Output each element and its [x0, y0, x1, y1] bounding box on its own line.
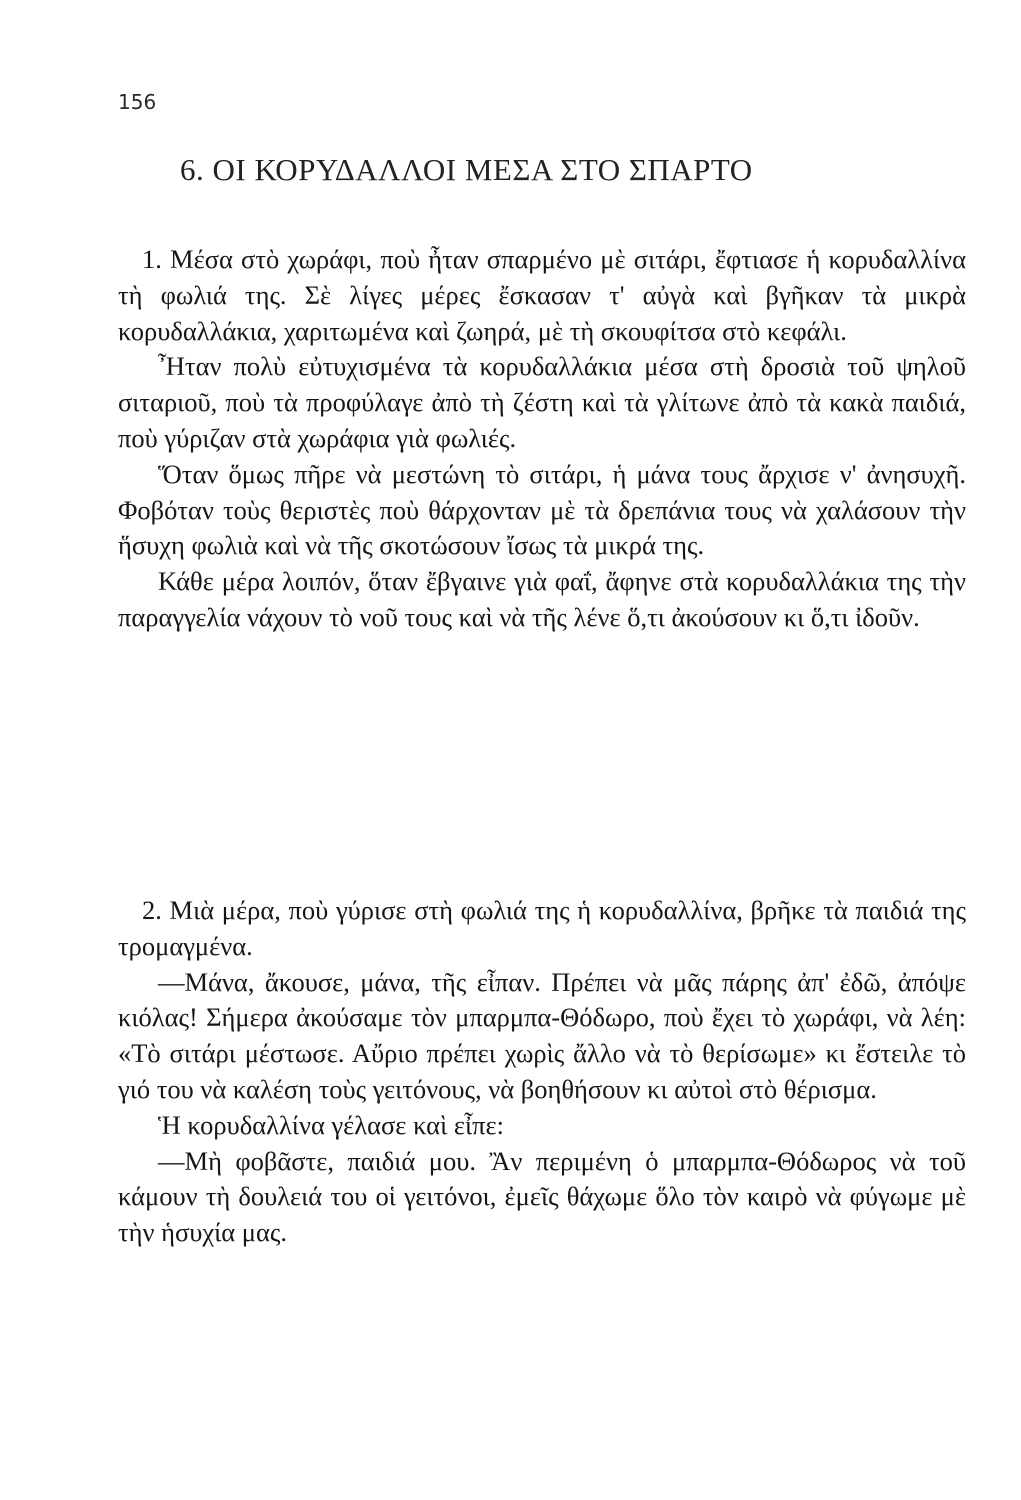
paragraph: —Μάνα, ἄκουσε, μάνα, τῆς εἶπαν. Πρέπει νὰ μᾶς πάρης ἀπ' ἐδῶ, ἀπόψε κιόλας! Σήμερα ἀκούσαμε τὸν μπαρμπα-Θόδωρο, ποὺ ἔχει τὸ χωράφι, νὰ λέη: «Τὸ σιτάρι μέστωσε. Αὔριο πρέπει χωρὶς ἄλλο νὰ τὸ θερίσωμε» κι ἔστειλε τὸ γιό του νὰ καλέση τοὺς γειτόνους, νὰ βοηθήσουν κι αὐτοὶ στὸ θέρισμα.: [118, 966, 966, 1104]
chapter-title: 6. ΟΙ ΚΟΡΥΔΑΛΛΟΙ ΜΕΣΑ ΣΤΟ ΣΠΑΡΤΟ: [180, 152, 753, 187]
paragraph: Κάθε μέρα λοιπόν, ὅταν ἔβγαινε γιὰ φαΐ, ἄφηνε στὰ κορυδαλλάκια της τὴν παραγγελία νάχουν τὸ νοῦ τους καὶ νὰ τῆς λένε ὅ,τι ἀκούσουν κι ὅ,τι ἰδοῦν.: [118, 566, 966, 632]
paragraph: Ἡ κορυδαλλίνα γέλασε καὶ εἶπε:: [158, 1109, 504, 1140]
paragraph: 1. Μέσα στὸ χωράφι, ποὺ ἦταν σπαρμένο μὲ σιτάρι, ἔφτιασε ἡ κορυδαλλίνα τὴ φωλιά της. Σὲ λίγες μέρες ἔσκασαν τ' αὐγὰ καὶ βγῆκαν τὰ μικρὰ κορυδαλλάκια, χαριτωμένα καὶ ζωηρά, μὲ τὴ σκουφίτσα στὸ κεφάλι.: [118, 244, 966, 346]
paragraph: —Μὴ φοβᾶστε, παιδιά μου. Ἂν περιμένη ὁ μπαρμπα-Θόδωρος νὰ τοῦ κάμουν τὴ δουλειά του οἱ γειτόνοι, ἐμεῖς θάχωμε ὅλο τὸν καιρὸ νὰ φύγωμε μὲ τὴν ἡσυχία μας.: [118, 1145, 966, 1248]
paragraph: 2. Μιὰ μέρα, ποὺ γύρισε στὴ φωλιά της ἡ κορυδαλλίνα, βρῆκε τὰ παιδιά της τρομαγμένα.: [118, 895, 966, 961]
section-1: [118, 242, 966, 636]
paragraph: Ὅταν ὅμως πῆρε νὰ μεστώνη τὸ σιτάρι, ἡ μάνα τους ἄρχισε ν' ἀνησυχῆ. Φοβόταν τοὺς θεριστὲς ποὺ θάρχονταν μὲ τὰ δρεπάνια τους νὰ χαλάσουν τὴν ἥσυχη φωλιὰ καὶ νὰ τῆς σκοτώσουν ἴσως τὰ μικρά της.: [118, 458, 966, 561]
section-2: [118, 893, 966, 1251]
page-number: 156: [118, 90, 157, 114]
paragraph: Ἦταν πολὺ εὐτυχισμένα τὰ κορυδαλλάκια μέσα στὴ δροσιὰ τοῦ ψηλοῦ σιταριοῦ, ποὺ τὰ προφύλαγε ἀπὸ τὴ ζέστη καὶ τὰ γλίτωνε ἀπὸ τὰ κακὰ παιδιά, ποὺ γύριζαν στὰ χωράφια γιὰ φωλιές.: [118, 351, 966, 453]
